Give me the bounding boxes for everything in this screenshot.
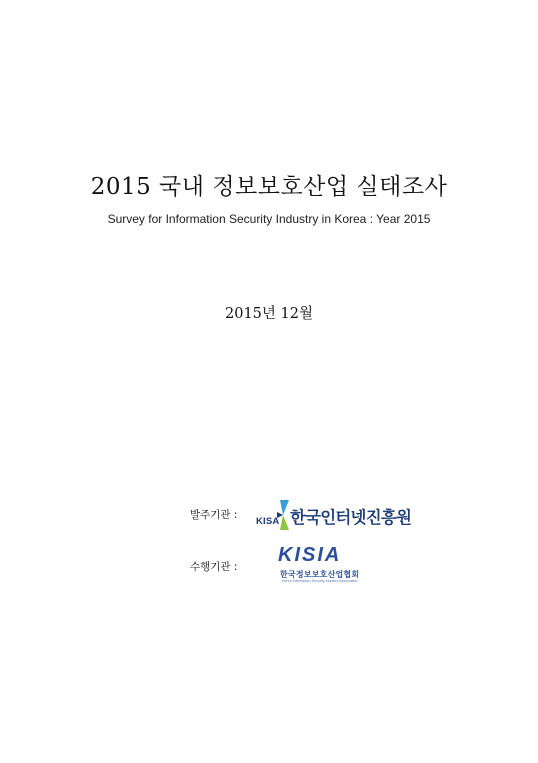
kisia-logo [276,544,388,588]
kisa-logo-abbreviation: KISA [256,516,280,527]
kisia-logo-abbreviation: KISIA [278,544,342,566]
ordering-agency-row [0,496,538,536]
kisa-logo [256,498,412,532]
report-subtitle: Survey for Information Security Industry in Korea : Year 2015 [107,212,431,226]
publication-date: 2015년 12월 [225,306,313,322]
performing-agency-row [0,544,538,588]
ordering-agency-label: 발주기관 : [190,509,238,521]
performing-agency-label: 수행기관 : [190,561,238,573]
kisia-logo-korean-name: 한국정보보호산업협회 [280,570,360,579]
kisia-logo-english-name: Korea Information Security Industry Association [282,579,358,583]
report-title: 2015 국내 정보보호산업 실태조사 [90,174,448,200]
kisa-logo-name: 한국인터넷진흥원 [290,508,412,527]
